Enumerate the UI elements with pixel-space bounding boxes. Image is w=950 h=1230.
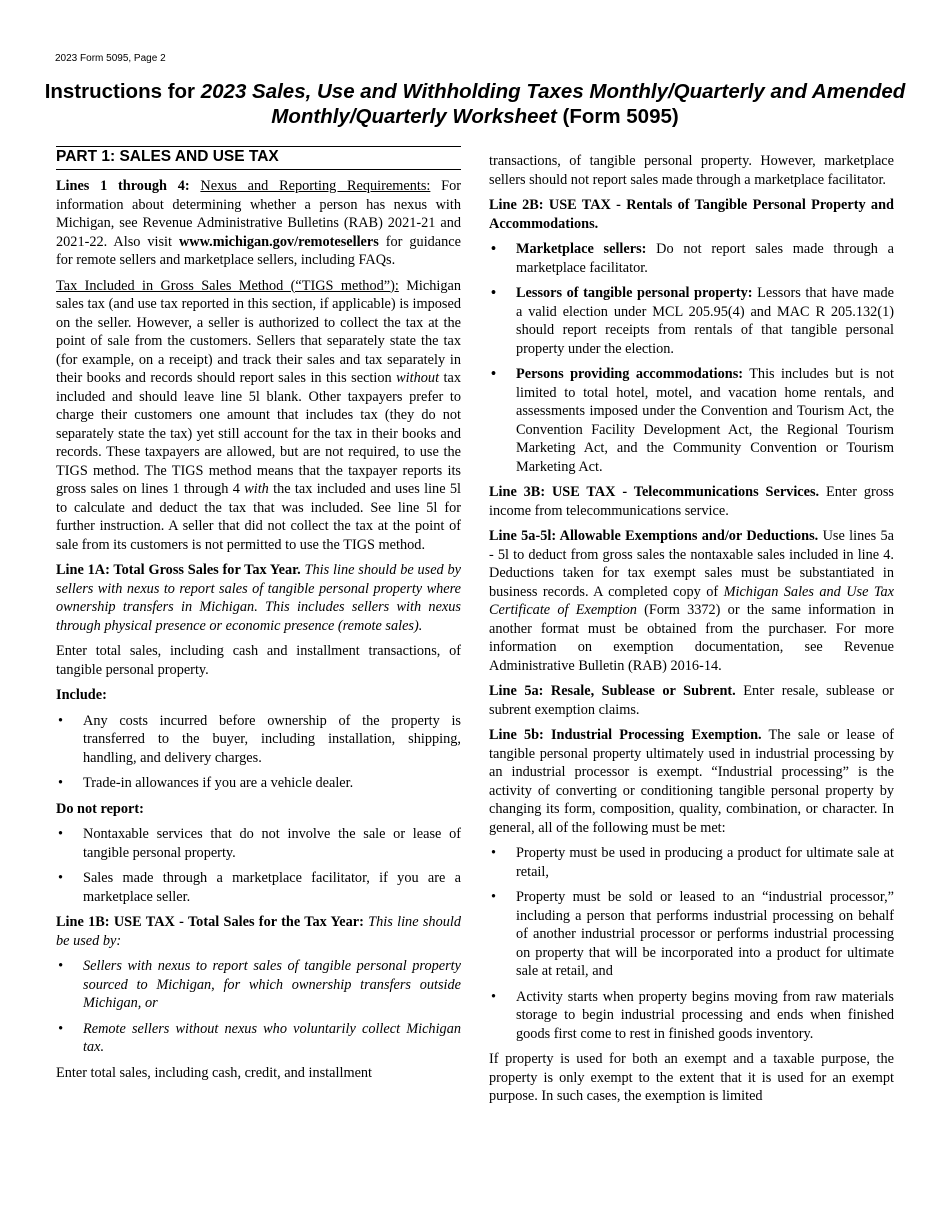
- enter-total-paragraph: Enter total sales, including cash and installment transactions, of tangible personal property.: [56, 643, 461, 678]
- left-column: [56, 146, 461, 1089]
- line-5a-heading: Line 5a: Resale, Sublease or Subrent.: [489, 683, 736, 699]
- line-5b-text: The sale or lease of tangible personal property ultimately used in industrial processing by an industrial processor is exempt. “Industrial processing” is the activity of converting or conditioning tangible personal property by changing its form, composition, quality, combination, or character. In general, all of the following must be met:: [489, 727, 894, 836]
- title-suffix: (Form 5095): [556, 105, 679, 128]
- right-column: [489, 152, 894, 1113]
- tigs-italic-with: with: [244, 481, 269, 497]
- include-list: [56, 712, 461, 793]
- line-3b-heading: Line 3B: USE TAX - Telecommunications Services.: [489, 484, 820, 500]
- remote-sellers-link[interactable]: www.michigan.gov/remotesellers: [178, 233, 379, 250]
- line-5b-heading: Line 5b: Industrial Processing Exemption.: [489, 727, 762, 743]
- lines-1-4-text-2: for guidance for remote sellers and marketplace sellers, including FAQs.: [56, 233, 461, 268]
- line-5a-text: Enter resale, sublease or subrent exemption claims.: [489, 683, 894, 718]
- list-item: • Trade-in allowances if you are a vehicle dealer.: [56, 774, 461, 793]
- form-3372-title: Michigan Sales and Use Tax Certificate of Exemption: [489, 583, 894, 618]
- line-1b-list: [56, 957, 461, 1057]
- line-3b-text: Enter gross income from telecommunications service.: [489, 484, 895, 519]
- list-item: • Property must be sold or leased to an “industrial processor,” including a person that performs industrial processing on behalf of another industrial processor or performs industrial processing on property that will be incorporated into a product for ultimate sale at retail, and: [489, 888, 894, 981]
- tigs-text-1: Michigan sales tax (and use tax reported in this section, if applicable) is imposed on the seller. However, a seller is authorized to collect the tax at the point of sale from the customers. Sellers that separately state the tax (for example, on a receipt) and track their sales and tax separately in their books and records should report sales in this section: [56, 277, 461, 386]
- item-bold: Marketplace sellers:: [516, 241, 647, 257]
- list-item: [489, 240, 894, 277]
- do-not-report-list: [56, 825, 461, 906]
- title-prefix: Instructions for: [44, 80, 201, 103]
- line-2b-heading: Line 2B: USE TAX - Rentals of Tangible Personal Property and Accommodations.: [489, 197, 894, 232]
- page-header: 2023 Form 5095, Page 2: [55, 53, 166, 64]
- item-text: Do not report sales made through a marketplace facilitator.: [516, 241, 894, 276]
- nexus-heading: Nexus and Reporting Requirements:: [200, 178, 431, 194]
- tigs-heading: Tax Included in Gross Sales Method (“TIGS method”):: [56, 277, 399, 294]
- tigs-text-2: tax included and should leave line 5l blank. Other taxpayers prefer to charge their customers one amount that includes tax (they do not separately state the tax) yet still account for the tax in their books and records. These taxpayers are allowed, but are not required, to use the TIGS method. The TIGS method means that the taxpayer reports its gross sales on lines 1 through 4: [56, 370, 461, 497]
- do-not-report-label: Do not report:: [56, 800, 144, 817]
- line-5a-5l-heading: Line 5a-5l: Allowable Exemptions and/or Deductions.: [489, 528, 819, 544]
- line-5a-5l-text-2: (Form 3372) or the same information in another format must be obtained from the purchaser. For more information on exemption documentation, see Revenue Administrative Bulletin (RAB) 2016-14.: [489, 602, 894, 674]
- lines-1-4-text: For information about determining whether a person has nexus with Michigan, see Revenue Administrative Bulletins (RAB) 2021-21 and 2021-22. Also visit: [56, 178, 461, 250]
- line-1a-heading: Line 1A: Total Gross Sales for Tax Year.: [56, 562, 301, 578]
- item-text: This includes but is not limited to total hotel, motel, and vacation home rentals, and assessments imposed under the Convention and Tourism Act, the Convention Facility Development Act, the Regional Tourism Marketing Act, and the Community Convention or Tourism Marketing Act.: [516, 366, 894, 475]
- lines-1-4-paragraph: [56, 177, 461, 270]
- line-5b-paragraph: [489, 726, 894, 837]
- continued-paragraph: transactions, of tangible personal property. However, marketplace sellers should not report sales made through a marketplace facilitator.: [489, 153, 894, 188]
- list-item: • Any costs incurred before ownership of the property is transferred to the buyer, including installation, shipping, handling, and delivery charges.: [56, 712, 461, 768]
- line-1a-text: This line should be used by sellers with nexus to report sales of tangible personal property where ownership transfers in Michigan. This includes sellers with nexus through physical presence or economic presence (remote sales).: [56, 562, 462, 634]
- part-title: PART 1: SALES AND USE TAX: [56, 146, 461, 170]
- line-3b-paragraph: [489, 483, 894, 520]
- list-item: • Activity starts when property begins moving from raw materials storage to begin industrial processing and ends when finished goods first come to rest in finished goods inventory.: [489, 988, 894, 1044]
- list-item: • Property must be used in producing a product for ultimate sale at retail,: [489, 844, 894, 881]
- list-item: [489, 284, 894, 358]
- line-1b-text: This line should be used by:: [56, 914, 461, 949]
- tigs-paragraph: [56, 277, 461, 555]
- line-1a-paragraph: [56, 561, 461, 635]
- line-1b-paragraph: [56, 913, 461, 950]
- enter-total-paragraph-2: Enter total sales, including cash, credit, and installment: [56, 1064, 373, 1081]
- page-title: [40, 79, 910, 129]
- title-form-name: 2023 Sales, Use and Withholding Taxes Monthly/Quarterly and Amended Monthly/Quarterly Worksheet: [200, 80, 906, 128]
- list-item: • Nontaxable services that do not involve the sale or lease of tangible personal property.: [56, 825, 461, 862]
- tigs-text-3: the tax included and uses line 5l to calculate and deduct the tax that was included. See line 5l for further instruction. A seller that did not collect the tax at the point of sale from its customers is not permitted to use the TIGS method.: [56, 481, 461, 553]
- list-item: • Sales made through a marketplace facilitator, if you are a marketplace seller.: [56, 869, 461, 906]
- line-5a-5l-paragraph: [489, 527, 894, 675]
- include-label: Include:: [56, 687, 107, 703]
- closing-paragraph: If property is used for both an exempt and a taxable purpose, the property is only exempt to the extent that it is used for an exempt purpose. In such cases, the exemption is limited: [489, 1051, 894, 1104]
- line-5a-5l-text-1: Use lines 5a - 5l to deduct from gross sales the nontaxable sales included in line 4. Deductions taken for tax exempt sales must be substantiated in business records. A completed copy of: [489, 528, 894, 600]
- list-item: • Sellers with nexus to report sales of tangible personal property sourced to Michigan, for which ownership transfers outside Michigan, or: [56, 957, 461, 1013]
- list-item: • Remote sellers without nexus who voluntarily collect Michigan tax.: [56, 1020, 461, 1057]
- item-bold: Lessors of tangible personal property:: [516, 285, 753, 301]
- list-item: [489, 365, 894, 476]
- item-bold: Persons providing accommodations:: [516, 366, 744, 382]
- line-1b-heading: Line 1B: USE TAX - Total Sales for the Tax Year:: [56, 914, 364, 930]
- lines-1-4-heading: Lines 1 through 4:: [56, 178, 201, 194]
- item-text: Lessors that have made a valid election under MCL 205.95(4) and MAC R 205.132(1) should report receipts from rentals of that tangible personal property under the election.: [516, 285, 894, 357]
- line-2b-list: [489, 240, 894, 476]
- line-5a-paragraph: [489, 682, 894, 719]
- line-5b-list: [489, 844, 894, 1043]
- tigs-italic-without: without: [396, 370, 440, 386]
